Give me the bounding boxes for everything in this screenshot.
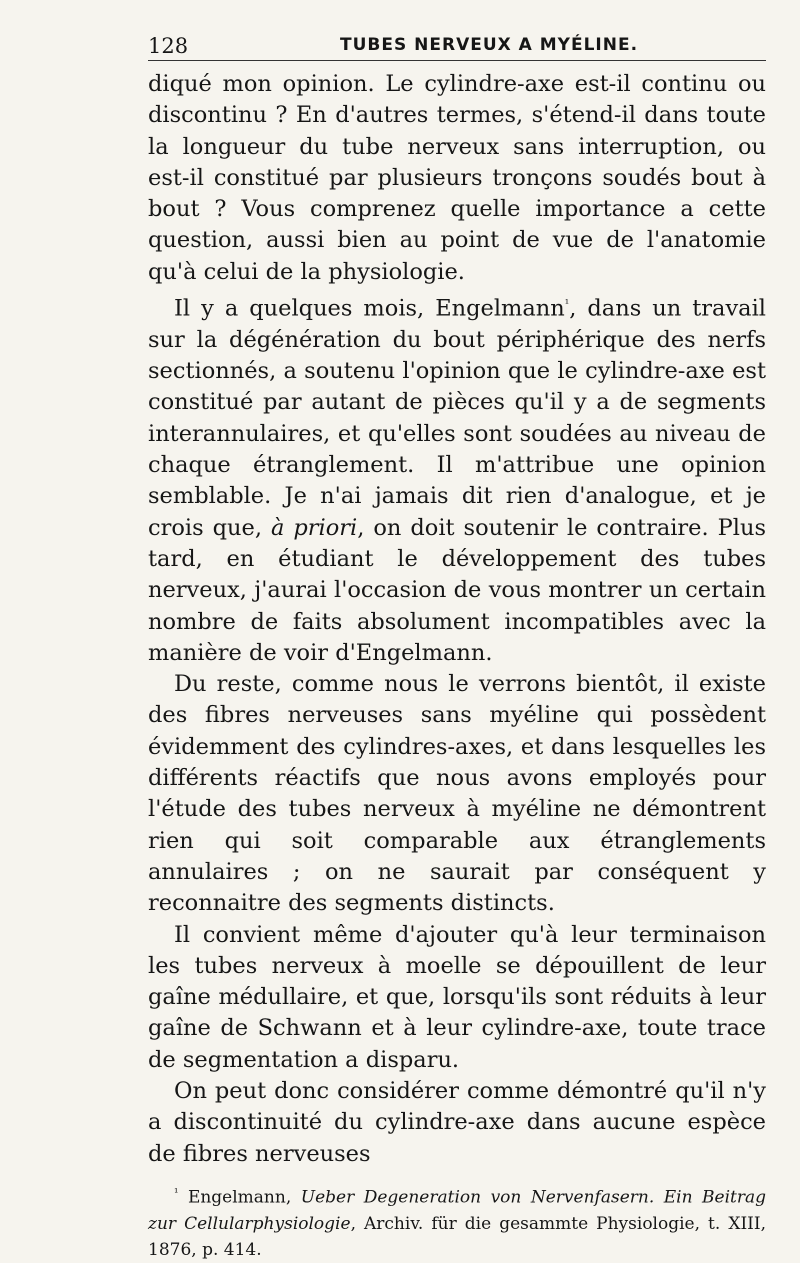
- paragraph-2-middle: , dans un travail sur la dégénération du bout périphérique des nerfs sectionnés, a soutenu l'opinion que le cylindre-axe est constitué par autant de pièces qu'il y a de segments interannulaires, et qu'elles sont soudées au niveau de chaque étranglement. Il m'attribue une opinion semblable. Je n'ai jamais dit rien d'analogue, et je crois que,: [148, 295, 766, 541]
- footnote-mark: ¹: [174, 1185, 179, 1199]
- footnote-reference[interactable]: ¹: [564, 297, 570, 311]
- footnote-1: [148, 1180, 766, 1263]
- page-number: 128: [148, 34, 189, 58]
- paragraph-1: diqué mon opinion. Le cylindre-axe est-il continu ou discontinu ? En d'autres termes, s'étend-il dans toute la longueur du tube nerveux sans interruption, ou est-il constitué par plusieurs tronçons soudés bout à bout ? Vous comprenez quelle importance a cette question, aussi bien au point de vue de l'anatomie qu'à celui de la physiologie.: [148, 71, 766, 285]
- page-header: [148, 30, 766, 61]
- paragraph-3: Du reste, comme nous le verrons bientôt, il existe des fibres nerveuses sans myéline qui possèdent évidemment des cylindres-axes, et dans lesquelles les différents réactifs que nous avons employés pour l'étude des tubes nerveux à myéline ne démontrent rien qui soit comparable aux étranglements annulaires ; on ne saurait par conséquent y reconnaitre des segments distincts.: [148, 671, 766, 917]
- body-text: [148, 69, 766, 1170]
- paragraph-2-start: Il y a quelques mois, Engelmann: [174, 295, 565, 322]
- paragraph-5: On peut donc considérer comme démontré qu'il n'y a discontinuité du cylindre-axe dans aucune espèce de fibres nerveuses: [148, 1078, 766, 1167]
- footnote-source: , Archiv. für die gesammte Physiologie, t. XIII, 1876, p. 414.: [148, 1213, 766, 1260]
- footnote-title: Ueber Degeneration von Nervenfasern. Ein Beitrag zur Cellularphysiologie: [148, 1187, 767, 1234]
- footnotes: [148, 1180, 766, 1263]
- footnote-author: Engelmann,: [187, 1187, 301, 1208]
- running-title: TUBES NERVEUX A MYÉLINE.: [340, 35, 639, 55]
- paragraph-2-end: , on doit soutenir le contraire. Plus tard, en étudiant le développement des tubes nerveux, j'aurai l'occasion de vous montrer un certain nombre de faits absolument incompatibles avec la manière de voir d'Engelmann.: [148, 514, 767, 666]
- paragraph-2-italic: à priori: [270, 514, 358, 541]
- paragraph-2: [148, 288, 766, 669]
- paragraph-4: Il convient même d'ajouter qu'à leur terminaison les tubes nerveux à moelle se dépouillent de leur gaîne médullaire, et que, lorsqu'ils sont réduits à leur gaîne de Schwann et à leur cylindre-axe, toute trace de segmentation a disparu.: [148, 921, 766, 1073]
